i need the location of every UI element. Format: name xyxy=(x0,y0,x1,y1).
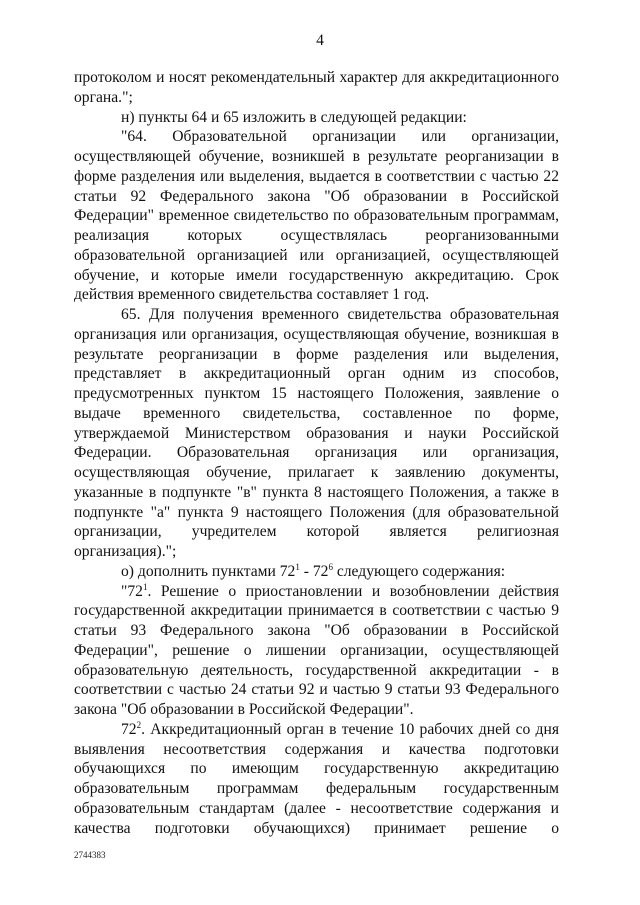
paragraph-clause-64: "64. Образовательной организации или организации, осуществляющей обучение, возникшей в результате реорганизации в форме разделения или выделения, выдается в соответствии с частью 22 статьи 92 Федерального закона "Об образовании в Российской Федерации" временное свидетельство по образовательным программам, реализация которых осуществлялась реорганизованными образовательной организацией или организацией, осуществляющей обучение, и которые имели государственную аккредитацию. Срок действия временного свидетельства составляет 1 год. xyxy=(74,128,559,304)
text-segment: "72 xyxy=(121,582,143,600)
paragraph-clause-72-1 xyxy=(74,582,559,720)
document-id: 2744383 xyxy=(74,850,106,860)
text-segment: 72 xyxy=(121,720,137,738)
paragraph-clause-72-2 xyxy=(74,720,559,839)
superscript: 2 xyxy=(136,719,142,730)
paragraph-clause-65: 65. Для получения временного свидетельства образовательная организация или организация, осуществляющая обучение, возникшая в результате реорганизации в форме разделения или выделения, представляет в аккредитационный орган одним из способов, предусмотренных пунктом 15 настоящего Положения, заявление о выдаче временного свидетельства, составленное по форме, утверждаемой Министерством образования и науки Российской Федерации. Образовательная организация или организация, осуществляющая обучение, прилагает к заявлению документы, указанные в подпункте "в" пункта 8 настоящего Положения, а также в подпункте "а" пункта 9 настоящего Положения (для образовательной организации, учредителем которой является религиозная организация)."; xyxy=(74,306,559,560)
text-segment: . Решение о приостановлении и возобновлении действия государственной аккредитации принимается в соответствии с частью 9 статьи 93 Федерального закона "Об образовании в Российской Федерации", решение о лишении организации, осуществляющей образовательную деятельность, государственной аккредитации - в соответствии с частью 24 статьи 92 и частью 9 статьи 93 Федерального закона "Об образовании в Российской Федерации". xyxy=(74,582,559,718)
text-segment: - 72 xyxy=(299,562,329,580)
paragraph-item-o xyxy=(74,562,559,582)
paragraph-item-n: н) пункты 64 и 65 изложить в следующей редакции: xyxy=(121,108,467,126)
superscript: 6 xyxy=(328,561,333,572)
text-segment: следующего содержания: xyxy=(332,562,506,580)
document-body xyxy=(74,68,559,838)
superscript: 1 xyxy=(295,561,300,572)
paragraph-protocol-end: протоколом и носят рекомендательный характер для аккредитационного органа."; xyxy=(74,69,559,106)
page-number: 4 xyxy=(316,32,324,49)
superscript: 1 xyxy=(142,581,148,592)
text-segment: о) дополнить пунктами 72 xyxy=(121,562,296,580)
text-segment: . Аккредитационный орган в течение 10 рабочих дней со дня выявления несоответствия содержания и качества подготовки обучающихся по имеющим государственную аккредитацию образовательным программам федеральным государственным образовательным стандартам (далее - несоответствие содержания и качества подготовки обучающихся) принимает решение о xyxy=(74,720,559,837)
